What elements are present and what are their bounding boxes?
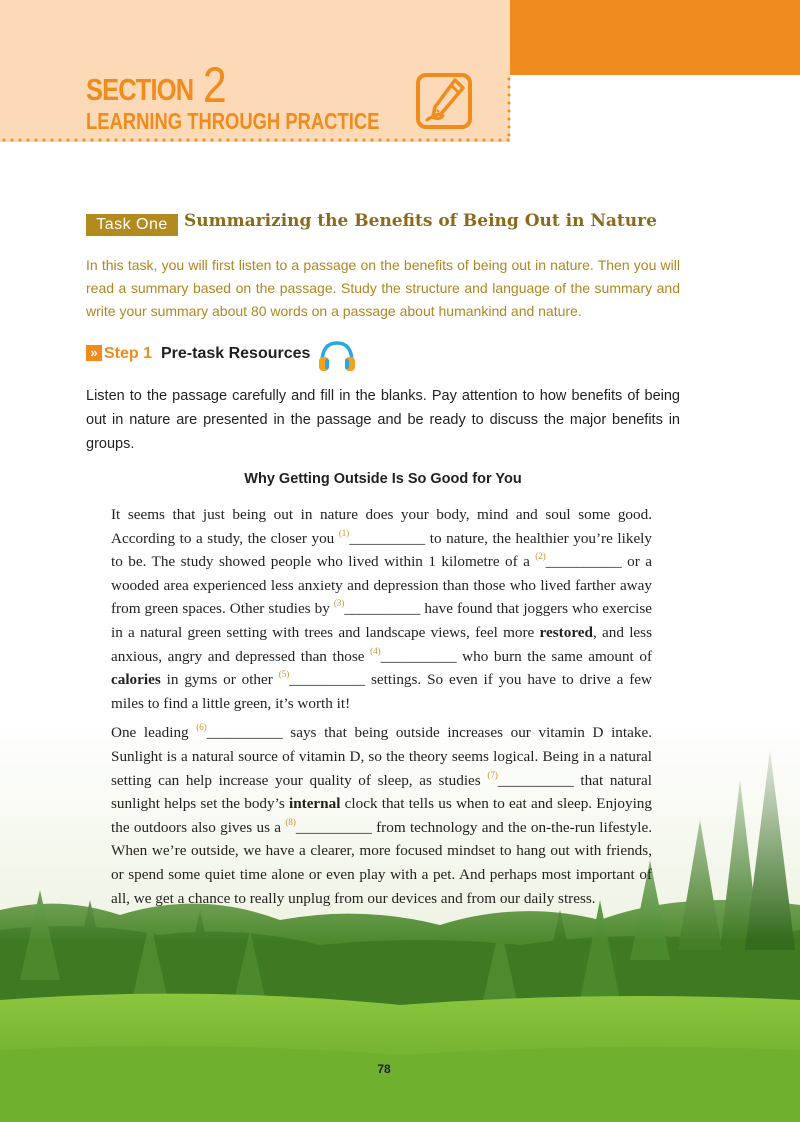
pen-writing-icon [415, 72, 473, 130]
step-label: Step 1 [104, 345, 153, 362]
page-number: 78 [377, 1062, 391, 1076]
task-title: Summarizing the Benefits of Being Out in Nature [184, 211, 657, 231]
passage-title: Why Getting Outside Is So Good for You [244, 471, 522, 487]
blank-8[interactable]: __________ [295, 818, 372, 836]
orange-corner-block [510, 0, 800, 75]
blank-4[interactable]: __________ [380, 647, 457, 665]
step-instructions: Listen to the passage carefully and fill in the blanks. Pay attention to how benefits of being out in nature are presented in the passage and be ready to discuss the major benefits in groups. [86, 388, 680, 452]
task-intro: In this task, you will first listen to a passage on the benefits of being out in nature. Then you will read a summary based on the passage. Study the structure and language of the summary and write your summary about 80 words on a passage about humankind and nature. [86, 257, 680, 319]
step-title: Pre-task Resources [161, 345, 311, 362]
passage-paragraph-2: One leading $^{(6)}$__________ says that being outside increases our vitamin D intake. Sunlight is a natural source of vitamin D, so the theory seems logical. Being in a natural setting can help increase your quality of sleep, as studies $^{(7)}$__________ that natural sunlight helps set the body’s internal clock that tells us when to eat and sleep. Enjoying the outdoors also gives us a $^{(8)}$__________ from technology and the on-the-run lifestyle. When we’re outside, we have a clearer, more focused mindset to hang out with friends, or spend some quiet time alone or even play with a pet. And perhaps most important of all, we get a chance to really unplug from our devices and from our daily stress. [111, 722, 653, 907]
blank-7[interactable]: __________ [497, 771, 574, 789]
blank-2[interactable]: __________ [545, 553, 622, 571]
step-arrow-icon: » [86, 345, 102, 361]
section-subtitle: LEARNING THROUGH PRACTICE [86, 108, 380, 134]
passage-paragraph-1: It seems that just being out in nature does your body, mind and soul some good. According to a study, the closer you $^{(1)}$__________ to nature, the healthier you’re likely to be. The study showed people who lived within 1 kilometre of a $^{(2)}$__________ or a wooded area experienced less anxiety and depression than those who lived farther away from green spaces. Other studies by $^{(3)}$__________ have found that joggers who exercise in a natural green setting with trees and landscape views, feel more restored, and less anxious, angry and depressed than those $^{(4)}$__________ who burn the same amount of calories in gyms or other $^{(5)}$__________ settings. So even if you have to drive a few miles to find a little green, it’s worth it! [111, 506, 652, 712]
blank-5[interactable]: __________ [289, 671, 366, 689]
task-badge: Task One [86, 214, 178, 236]
blank-3[interactable]: __________ [344, 600, 421, 618]
passage-body [111, 503, 652, 916]
dotted-border-bottom [0, 138, 510, 142]
dotted-border-right [507, 75, 511, 141]
blank-1[interactable]: __________ [349, 529, 426, 547]
blank-6[interactable]: __________ [206, 724, 283, 742]
section-label: SECTION [86, 72, 194, 107]
section-number: 2 [203, 57, 227, 113]
headphones-icon[interactable] [316, 339, 358, 373]
